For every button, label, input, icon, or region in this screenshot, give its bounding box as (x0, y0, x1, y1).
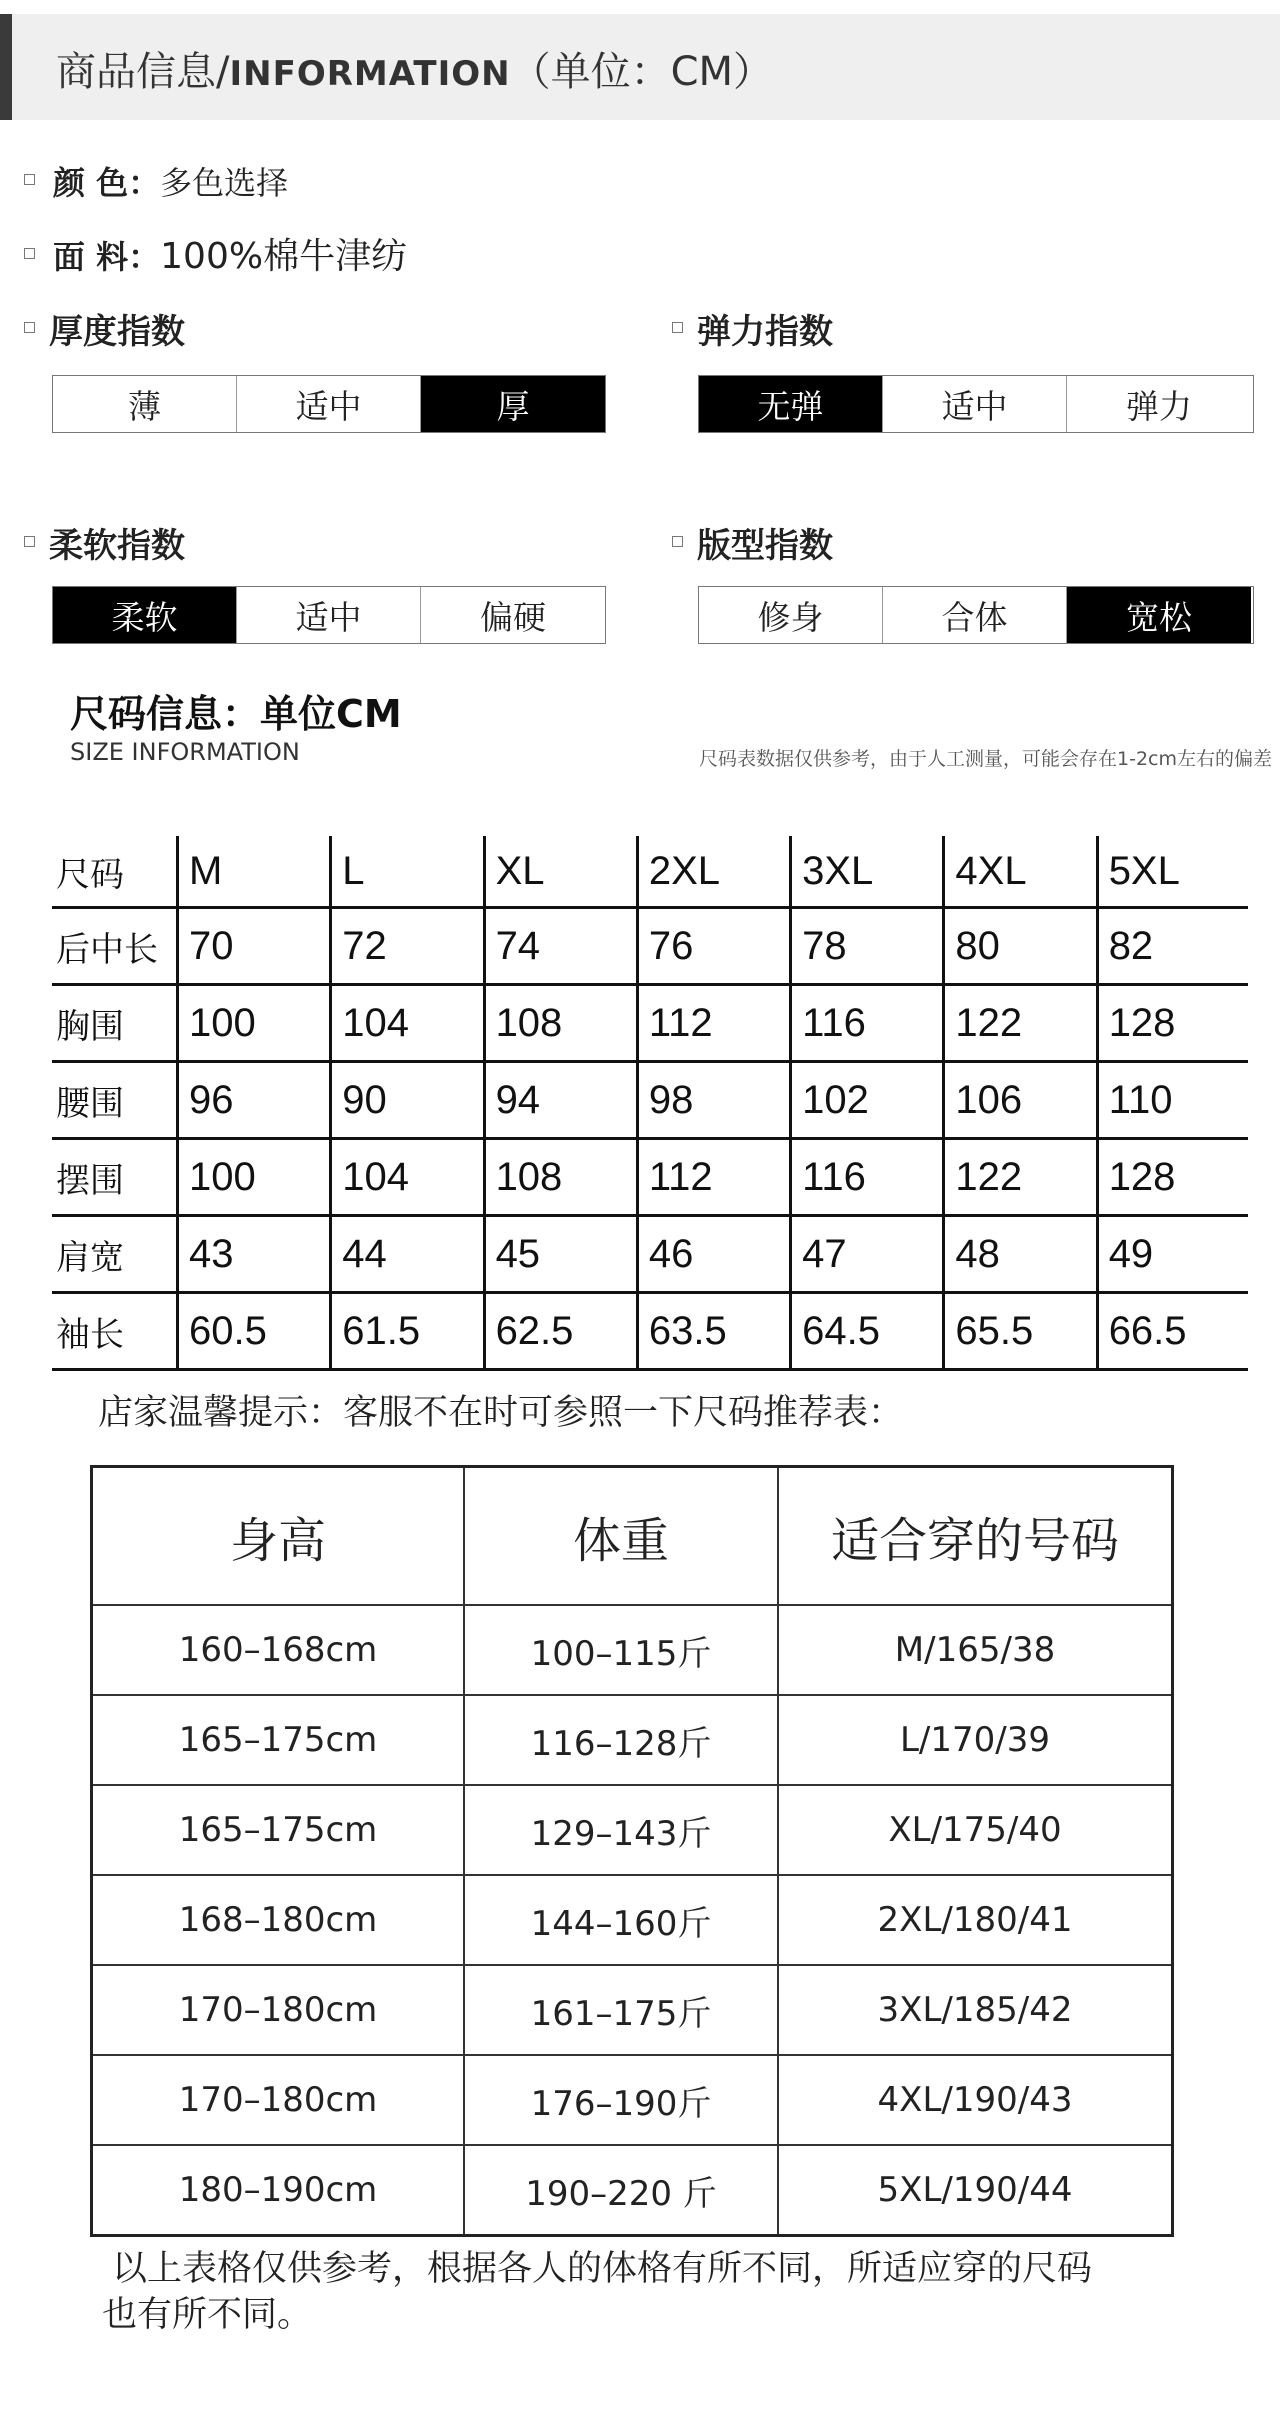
footer-line-2: 也有所不同。 (102, 2295, 313, 2335)
fit-option: 修身 (699, 587, 883, 643)
size-cell: XL/175/40 (778, 1785, 1173, 1875)
size-column-header: M (178, 836, 331, 908)
table-cell: 78 (791, 908, 944, 985)
fit-scale (698, 586, 1254, 644)
height-cell: 160–168cm (92, 1605, 465, 1695)
size-column-header: 尺码 (52, 836, 178, 908)
bullet-icon (24, 322, 35, 333)
table-cell: 94 (484, 1062, 637, 1139)
bullet-icon (24, 536, 35, 547)
table-row (92, 2055, 1173, 2145)
table-cell: 48 (944, 1216, 1097, 1293)
footer-note (102, 2246, 1192, 2338)
size-column-header: 5XL (1097, 836, 1248, 908)
row-label: 肩宽 (52, 1216, 178, 1293)
table-cell: 72 (331, 908, 484, 985)
bullet-icon (24, 174, 35, 185)
table-cell: 128 (1097, 985, 1248, 1062)
table-cell: 116 (791, 985, 944, 1062)
table-cell: 65.5 (944, 1293, 1097, 1370)
size-column-header: 2XL (637, 836, 790, 908)
thickness-option: 适中 (237, 376, 421, 432)
table-cell: 112 (637, 1139, 790, 1216)
bullet-icon (672, 322, 683, 333)
table-row (52, 1139, 1248, 1216)
row-label: 腰围 (52, 1062, 178, 1139)
table-cell: 64.5 (791, 1293, 944, 1370)
table-cell: 122 (944, 985, 1097, 1062)
table-cell: 82 (1097, 908, 1248, 985)
size-info-heading: 尺码信息：单位CM (70, 692, 402, 736)
fit-option: 合体 (883, 587, 1067, 643)
table-row (52, 908, 1248, 985)
row-label: 袖长 (52, 1293, 178, 1370)
weight-cell: 161–175斤 (464, 1965, 778, 2055)
table-cell: 108 (484, 985, 637, 1062)
table-cell: 122 (944, 1139, 1097, 1216)
table-row (92, 1965, 1173, 2055)
fit-option: 宽松 (1067, 587, 1251, 643)
table-cell: 110 (1097, 1062, 1248, 1139)
table-cell: 74 (484, 908, 637, 985)
softness-option: 适中 (237, 587, 421, 643)
elasticity-scale (698, 375, 1254, 433)
table-row (92, 1785, 1173, 1875)
footer-line-1: 以上表格仅供参考，根据各人的体格有所不同，所适应穿的尺码 (112, 2249, 1093, 2289)
size-cell: 2XL/180/41 (778, 1875, 1173, 1965)
table-row (52, 1293, 1248, 1370)
size-column-header: 3XL (791, 836, 944, 908)
size-column-header: XL (484, 836, 637, 908)
size-cell: M/165/38 (778, 1605, 1173, 1695)
table-cell: 44 (331, 1216, 484, 1293)
thickness-option: 厚 (421, 376, 605, 432)
shop-tip: 店家温馨提示：客服不在时可参照一下尺码推荐表： (98, 1393, 904, 1433)
size-cell: L/170/39 (778, 1695, 1173, 1785)
title-en: INFORMATION (229, 54, 511, 94)
row-label: 后中长 (52, 908, 178, 985)
height-cell: 168–180cm (92, 1875, 465, 1965)
table-cell: 46 (637, 1216, 790, 1293)
fabric-value: 100%棉牛津纺 (160, 236, 408, 277)
height-cell: 165–175cm (92, 1695, 465, 1785)
table-row (92, 1605, 1173, 1695)
row-label: 摆围 (52, 1139, 178, 1216)
thickness-scale (52, 375, 606, 433)
header-accent-bar (0, 14, 12, 120)
table-cell: 100 (178, 1139, 331, 1216)
table-cell: 90 (331, 1062, 484, 1139)
elasticity-option: 弹力 (1067, 376, 1251, 432)
title-cn: 商品信息/ (56, 49, 230, 95)
title-unit: （单位：CM） (510, 49, 774, 95)
fabric-row (24, 228, 407, 279)
table-cell: 108 (484, 1139, 637, 1216)
height-cell: 170–180cm (92, 1965, 465, 2055)
weight-cell: 176–190斤 (464, 2055, 778, 2145)
table-cell: 104 (331, 985, 484, 1062)
height-cell: 165–175cm (92, 1785, 465, 1875)
table-cell: 60.5 (178, 1293, 331, 1370)
weight-cell: 129–143斤 (464, 1785, 778, 1875)
table-cell: 47 (791, 1216, 944, 1293)
elasticity-option: 适中 (883, 376, 1067, 432)
size-table (52, 836, 1248, 1371)
size-cell: 5XL/190/44 (778, 2145, 1173, 2236)
size-column-header: 适合穿的号码 (778, 1467, 1173, 1606)
height-column-header: 身高 (92, 1467, 465, 1606)
table-cell: 49 (1097, 1216, 1248, 1293)
table-cell: 100 (178, 985, 331, 1062)
weight-cell: 190–220 斤 (464, 2145, 778, 2236)
table-cell: 63.5 (637, 1293, 790, 1370)
table-row (52, 1062, 1248, 1139)
table-cell: 102 (791, 1062, 944, 1139)
table-row (92, 1875, 1173, 1965)
table-cell: 70 (178, 908, 331, 985)
thickness-option: 薄 (53, 376, 237, 432)
softness-option: 偏硬 (421, 587, 605, 643)
recommendation-header (92, 1467, 1173, 1606)
elasticity-label: 弹力指数 (672, 304, 833, 353)
table-cell: 61.5 (331, 1293, 484, 1370)
table-cell: 76 (637, 908, 790, 985)
table-cell: 45 (484, 1216, 637, 1293)
size-cell: 3XL/185/42 (778, 1965, 1173, 2055)
size-cell: 4XL/190/43 (778, 2055, 1173, 2145)
softness-option: 柔软 (53, 587, 237, 643)
section-header (0, 14, 1280, 120)
table-cell: 43 (178, 1216, 331, 1293)
color-value: 多色选择 (160, 164, 289, 202)
weight-column-header: 体重 (464, 1467, 778, 1606)
height-cell: 170–180cm (92, 2055, 465, 2145)
size-info-note: 尺码表数据仅供参考，由于人工测量，可能会存在1-2cm左右的偏差 (699, 748, 1272, 770)
table-row (52, 1216, 1248, 1293)
size-recommendation-table (90, 1465, 1174, 2237)
table-cell: 62.5 (484, 1293, 637, 1370)
size-info-subheading: SIZE INFORMATION (70, 738, 300, 766)
table-cell: 66.5 (1097, 1293, 1248, 1370)
row-label: 胸围 (52, 985, 178, 1062)
color-key: 颜 色： (53, 164, 161, 202)
table-cell: 106 (944, 1062, 1097, 1139)
table-row (52, 985, 1248, 1062)
table-cell: 128 (1097, 1139, 1248, 1216)
table-row (92, 1695, 1173, 1785)
size-column-header: L (331, 836, 484, 908)
table-cell: 98 (637, 1062, 790, 1139)
section-title (56, 40, 773, 97)
softness-label: 柔软指数 (24, 518, 185, 567)
color-row (24, 158, 288, 204)
size-column-header: 4XL (944, 836, 1097, 908)
fabric-key: 面 料： (53, 238, 161, 276)
elasticity-option: 无弹 (699, 376, 883, 432)
table-cell: 96 (178, 1062, 331, 1139)
height-cell: 180–190cm (92, 2145, 465, 2236)
softness-scale (52, 586, 606, 644)
weight-cell: 116–128斤 (464, 1695, 778, 1785)
table-cell: 112 (637, 985, 790, 1062)
weight-cell: 144–160斤 (464, 1875, 778, 1965)
fit-label: 版型指数 (672, 518, 833, 567)
table-cell: 104 (331, 1139, 484, 1216)
thickness-label: 厚度指数 (24, 304, 185, 353)
weight-cell: 100–115斤 (464, 1605, 778, 1695)
table-row (92, 2145, 1173, 2236)
table-cell: 80 (944, 908, 1097, 985)
bullet-icon (24, 248, 35, 259)
bullet-icon (672, 536, 683, 547)
table-cell: 116 (791, 1139, 944, 1216)
size-table-header (52, 836, 1248, 908)
